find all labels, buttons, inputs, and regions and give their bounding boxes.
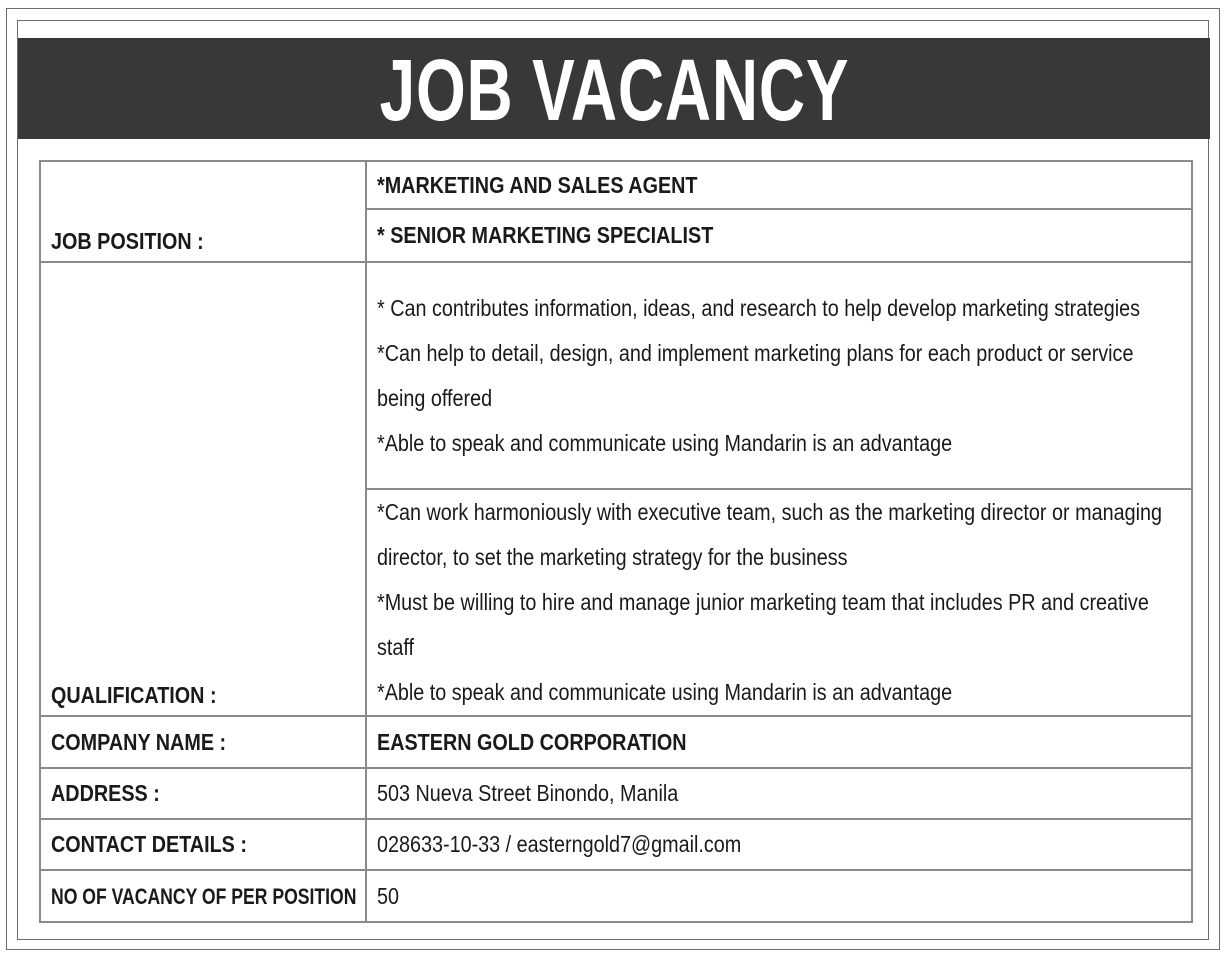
qualification-item: *Able to speak and communicate using Mandarin is an advantage: [377, 679, 953, 705]
page-title: JOB VACANCY: [379, 40, 849, 139]
position-item: *MARKETING AND SALES AGENT: [377, 171, 698, 198]
title-banner: [18, 38, 1210, 139]
job-position-label-cell: [40, 161, 366, 262]
contact-value-cell: [366, 819, 1192, 870]
table-row: [40, 819, 1192, 870]
vacancy-details-table: [39, 160, 1193, 923]
qualification-label-cell: [40, 262, 366, 716]
qualification-item: *Able to speak and communicate using Mandarin is an advantage: [377, 429, 953, 456]
contact-details-value: 028633-10-33 / easterngold7@gmail.com: [377, 831, 742, 857]
address-label: ADDRESS :: [51, 780, 160, 806]
vacancy-value-cell: [366, 870, 1192, 922]
vacancy-label-cell: [40, 870, 366, 922]
company-name-value: EASTERN GOLD CORPORATION: [377, 728, 687, 755]
table-row: [40, 161, 1192, 209]
qualification-item: * Can contributes information, ideas, and research to help develop marketing strategies: [377, 294, 1141, 321]
qualification-group-2: [377, 490, 1185, 715]
qualification-label: QUALIFICATION :: [51, 682, 217, 708]
company-value-cell: [366, 716, 1192, 768]
qualification-item: *Must be willing to hire and manage junior marketing team that includes PR and creative staff: [377, 589, 1149, 660]
qualification-cell: [366, 489, 1192, 716]
qualification-cell: [366, 262, 1192, 489]
qualification-group-1: [377, 286, 1185, 466]
table-row: [40, 768, 1192, 819]
company-label-cell: [40, 716, 366, 768]
contact-label-cell: [40, 819, 366, 870]
table-row: [40, 262, 1192, 489]
qualification-item: *Can help to detail, design, and implement marketing plans for each product or service being offered: [377, 339, 1134, 411]
vacancy-count-value: 50: [377, 882, 400, 909]
position-cell: [366, 209, 1192, 262]
address-label-cell: [40, 768, 366, 819]
company-name-label: COMPANY NAME :: [51, 728, 227, 755]
address-value-cell: [366, 768, 1192, 819]
qualification-item: *Can work harmoniously with executive team, such as the marketing director or managing director, to set the marketing strategy for the business: [377, 499, 1162, 570]
contact-details-label: CONTACT DETAILS :: [51, 831, 247, 857]
job-position-label: JOB POSITION :: [51, 228, 204, 254]
position-item: * SENIOR MARKETING SPECIALIST: [377, 222, 714, 248]
table-row: [40, 870, 1192, 922]
position-cell: [366, 161, 1192, 209]
address-value: 503 Nueva Street Binondo, Manila: [377, 780, 679, 806]
vacancy-count-label: NO OF VACANCY OF PER POSITION: [51, 883, 357, 909]
table-row: [40, 716, 1192, 768]
